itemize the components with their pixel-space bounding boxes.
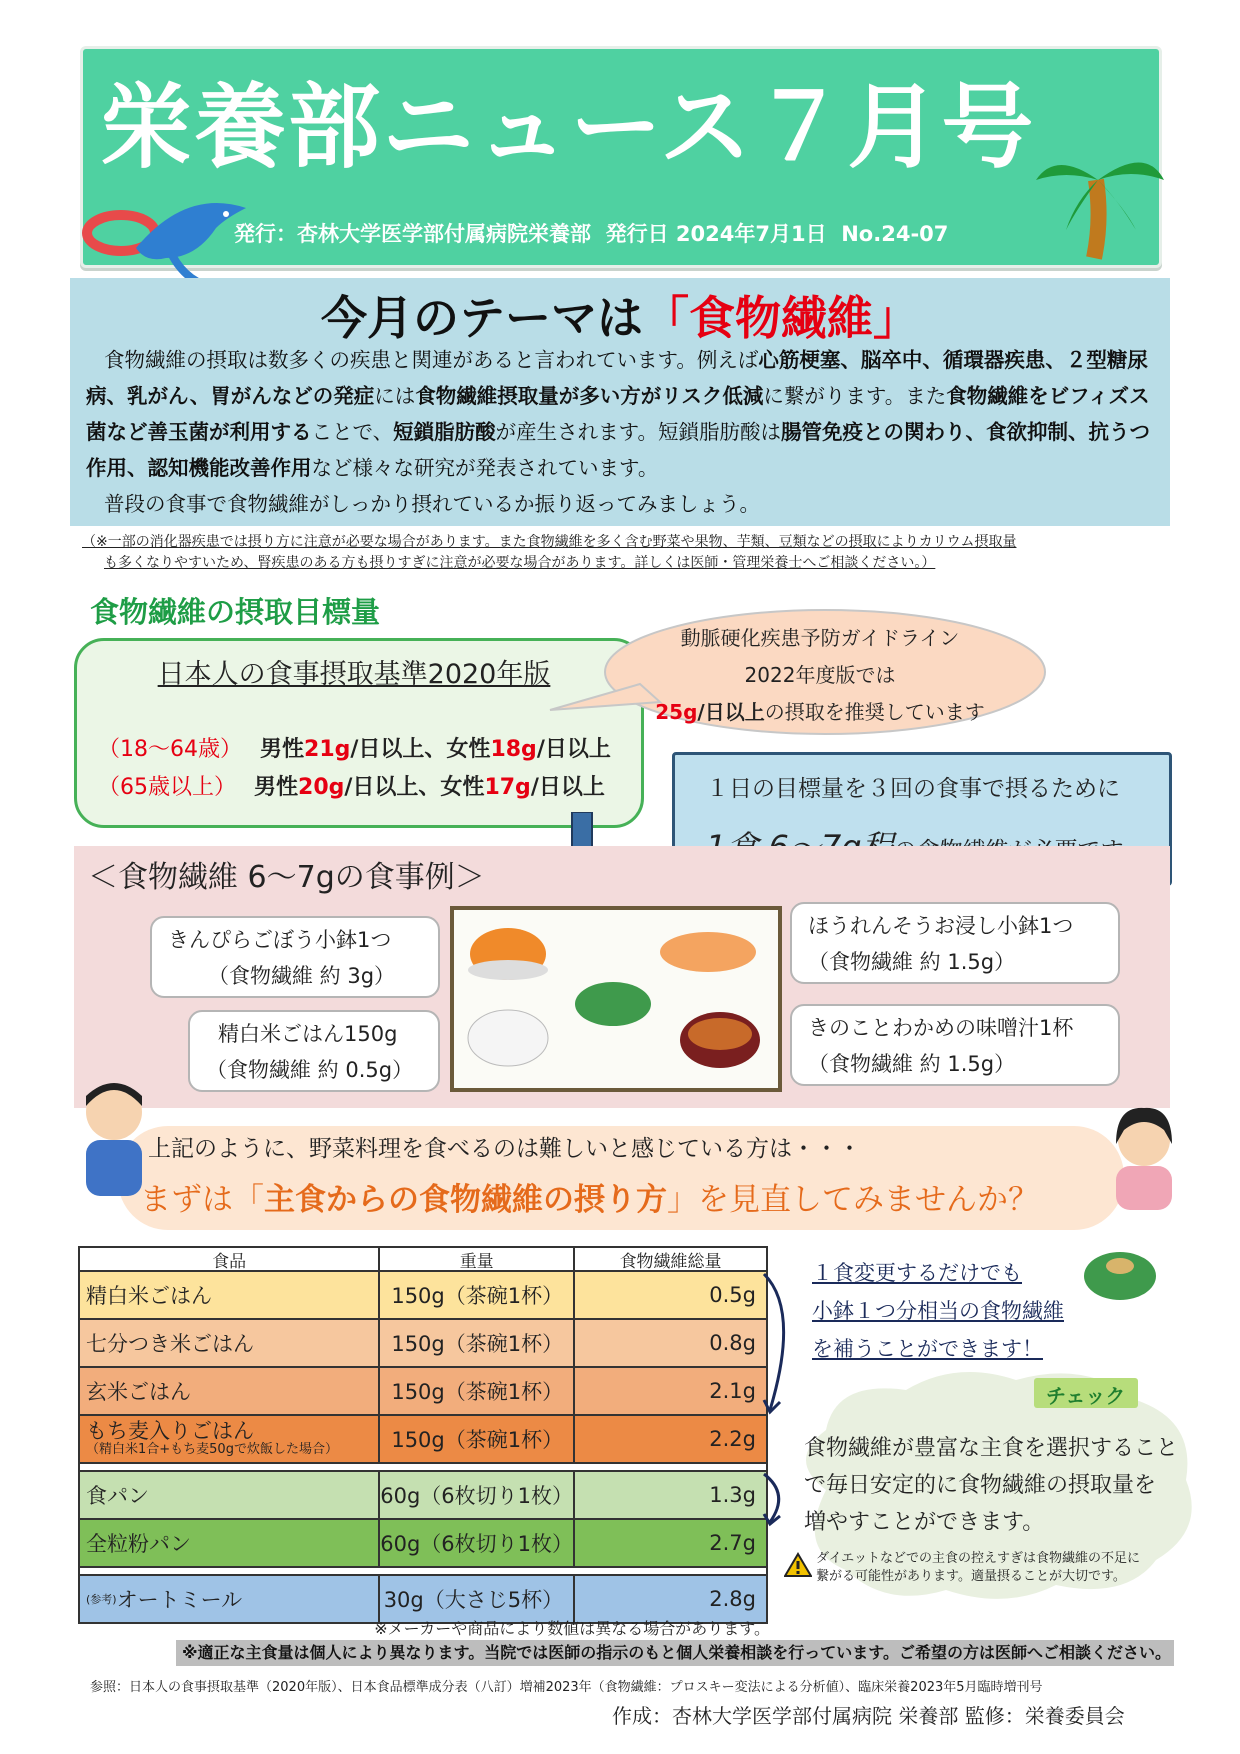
theme-text-run: 食物繊維摂取量が多い方がリスク低減 <box>415 384 764 408</box>
meal-dishes-illustration <box>458 914 774 1084</box>
references: 参照：日本人の食事摂取基準（2020年版）、日本食品標準成分表（八訂）増補2023年（食物繊維：プロスキー変法による分析値）、臨床栄養2023年5月臨時増刊号 <box>90 1680 1043 1695</box>
table-row: 玄米ごはん 150g（茶碗1杯） 2.1g <box>80 1368 766 1416</box>
intake-standard-title: 日本人の食事摂取基準2020年版 <box>157 659 551 690</box>
swap-message: １食変更するだけでも 小鉢１つ分相当の食物繊維 を補うことができます！ <box>812 1261 1064 1361</box>
theme-keyword: 「食物繊維」 <box>643 291 919 345</box>
warning-text: ダイエットなどでの主食の控えすぎは食物繊維の不足に 繋がる可能性があります。適量摂ることが大切です。 <box>816 1551 1140 1584</box>
theme-body <box>86 342 1162 522</box>
suggestion-line-1: 上記のように、野菜料理を食べるのは難しいと感じている方は・・・ <box>148 1136 861 1162</box>
worried-woman-illustration <box>1104 1100 1184 1210</box>
theme-paragraph-1 <box>86 342 1162 486</box>
worried-man-illustration <box>76 1070 160 1200</box>
meal-example-title: ＜食物繊維 6～7gの食事例＞ <box>88 860 485 895</box>
consultation-note: ※適正な主食量は個人により異なります。当院では医師の指示のもと個人栄養相談を行っています。ご希望の方は医師へご相談ください。 <box>176 1640 1174 1666</box>
meal-item-kinpira: きんぴらごぼう小鉢1つ （食物繊維 約 3g） <box>150 916 440 998</box>
table-row: 全粒粉パン 60g（6枚切り1枚） 2.7g <box>80 1520 766 1568</box>
publisher: 発行：杏林大学医学部付属病院栄養部 <box>234 222 591 246</box>
intake-row-18-64: （18～64歳） 男性21g/日以上、女性18g/日以上 <box>98 737 611 762</box>
table-row: 精白米ごはん 150g（茶碗1杯） 0.5g <box>80 1272 766 1320</box>
theme-text-run: 短鎖脂肪酸 <box>393 420 496 444</box>
check-message: 食物繊維が豊富な主食を選択すること で毎日安定的に食物繊維の摂取量を 増やすことができます。 <box>804 1436 1179 1535</box>
table-row: (参考) オートミール 30g（大さじ5杯） 2.8g <box>80 1576 766 1624</box>
issue-number: No.24-07 <box>841 222 949 246</box>
theme-text-run: 腸管免疫との関わり、食欲抑制、抗うつ作用、認知機能改善作用 <box>86 420 1150 480</box>
theme-paragraph-2: 普段の食事で食物繊維がしっかり摂れているか振り返ってみましょう。 <box>104 492 760 516</box>
table-footnote: ※メーカーや商品により数値は異なる場合があります。 <box>374 1619 770 1638</box>
issue-info <box>234 218 948 248</box>
target-section-title: 食物繊維の摂取目標量 <box>90 595 381 629</box>
meal-item-spinach: ほうれんそうお浸し小鉢1つ （食物繊維 約 1.5g） <box>790 902 1120 984</box>
theme-text-run: 食物繊維をビフィズス菌など善玉菌が利用する <box>86 384 1150 444</box>
newsletter-title: 栄養部ニュース７月号 <box>100 74 1036 181</box>
meal-item-miso-soup: きのことわかめの味噌汁1杯 （食物繊維 約 1.5g） <box>790 1004 1120 1086</box>
author-credit: 作成：杏林大学医学部付属病院 栄養部 監修：栄養委員会 <box>612 1704 1125 1728</box>
intake-row-65-plus: （65歳以上） 男性20g/日以上、女性17g/日以上 <box>98 775 605 800</box>
table-header <box>80 1246 766 1272</box>
table-row: 食パン 60g（6枚切り1枚） 1.3g <box>80 1472 766 1520</box>
spinach-dish-icon <box>1080 1236 1160 1306</box>
theme-text-run: に繋がります。また <box>763 384 947 408</box>
table-separator <box>80 1568 766 1576</box>
table-separator <box>80 1464 766 1472</box>
table-row: もち麦入りごはん （精白米1合+もち麦50gで炊飯した場合） 150g（茶碗1杯） 2.2g <box>80 1416 766 1464</box>
theme-title: 今月のテーマは「食物繊維」 <box>321 291 919 345</box>
palm-tree-illustration <box>1036 140 1166 260</box>
header-weight: 重量 <box>380 1248 575 1270</box>
theme-text-run: には <box>374 384 416 408</box>
per-meal-line-1: １日の目標量を３回の食事で摂るために <box>706 776 1120 802</box>
caution-notice: （※一部の消化器疾患では摂り方に注意が必要な場合があります。また食物繊維を多く含む野菜や果物、芋類、豆類などの摂取によりカリウム摂取量 も多くなりやすいため、腎疾患のある方も摂りすぎに注意が必要な場合があります。詳しくは医師・管理栄養士へご相談ください。） <box>82 534 1017 571</box>
check-label: チェック <box>1046 1384 1126 1408</box>
issue-date: 発行日 2024年7月1日 <box>605 222 827 246</box>
meal-item-rice: 精白米ごはん150g （食物繊維 約 0.5g） <box>188 1010 440 1092</box>
theme-text-run: 食物繊維の摂取は数多くの疾患と関連があると言われています。例えば <box>104 348 759 372</box>
staple-fiber-table <box>78 1246 768 1624</box>
theme-text-run: が産生されます。短鎖脂肪酸は <box>495 420 781 444</box>
header-fiber: 食物繊維総量 <box>619 1251 722 1272</box>
suggestion-line-2: まずは「主食からの食物繊維の摂り方」を見直してみませんか？ <box>140 1182 1039 1218</box>
guideline-text: 動脈硬化疾患予防ガイドライン 2022年度版では 25g/日以上の摂取を推奨しています <box>655 626 985 724</box>
warning-icon <box>784 1552 812 1578</box>
theme-text-run: 心筋梗塞、脳卒中、循環器疾患、２型糖尿病、乳がん、胃がんなどの発症 <box>86 348 1148 408</box>
header-food: 食品 <box>80 1248 380 1270</box>
table-row: 七分つき米ごはん 150g（茶碗1杯） 0.8g <box>80 1320 766 1368</box>
theme-text-run: など様々な研究が発表されています。 <box>311 456 659 480</box>
theme-text-run: ことで、 <box>311 420 394 444</box>
